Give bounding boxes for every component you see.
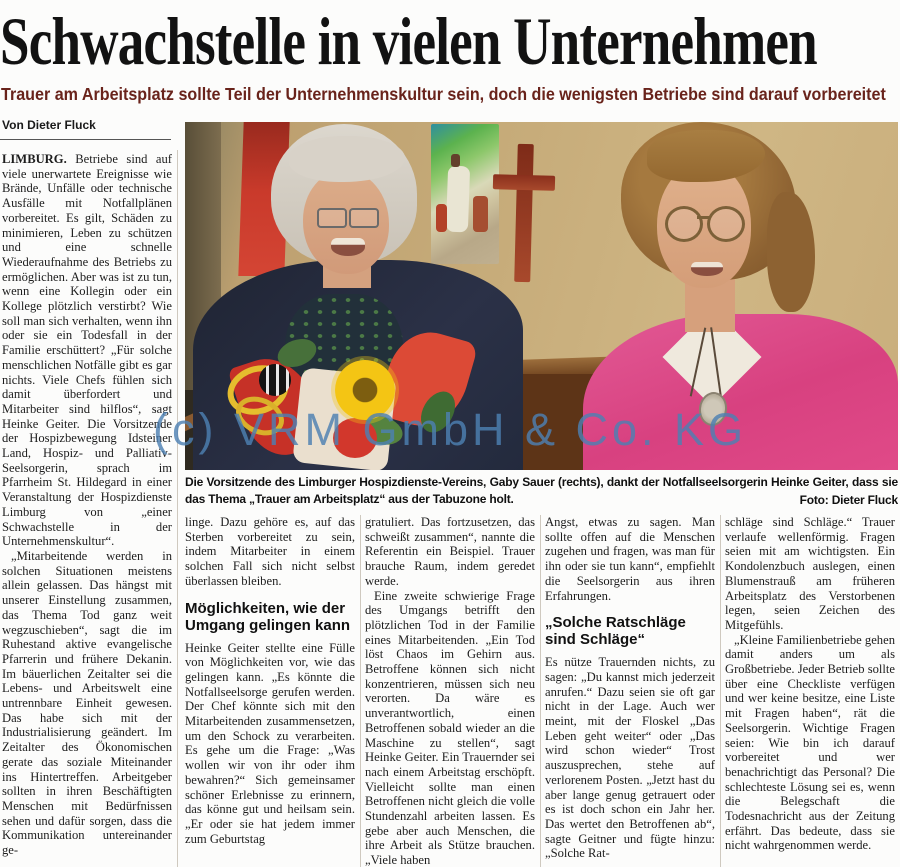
woman-left-smile	[331, 238, 365, 256]
woman-left-glasses-left-lens	[317, 208, 347, 228]
painting-mark	[473, 196, 488, 232]
woman-right-glasses-right-lens	[707, 206, 745, 242]
body-paragraph: „Kleine Familienbetriebe gehen damit anders um als Großbetriebe. Jeder Betrieb sollte über eine Checkliste verfügen und wer keine besitze, eine Liste mit Fragen haben“, rät die Seelsorgerin. Wichtige Fragen seien: Wie bin ich darauf vorbereitet und wer benachrichtigt das Personal? Die schlechteste Lösung sei es, wenn die Belegschaft die Todesnachricht aus der Zeitung erfährt. Das bedeute, dass sie nicht wahrgenommen werde.	[725, 632, 895, 853]
headline: Schwachstelle in vielen Unternehmen	[0, 3, 817, 79]
wall-cross-horizontal	[493, 174, 555, 191]
byline-rule	[0, 139, 171, 140]
body-column-1	[185, 515, 355, 867]
caption-text: Die Vorsitzende des Limburger Hospizdienste-Vereins, Gaby Sauer (rechts), dankt der Notfallseelsorgerin Heinke Geiter, dass sie das Thema „Trauer am Arbeitsplatz“ aus der Tabuzone holt.	[185, 475, 898, 506]
dateline: LIMBURG.	[2, 152, 67, 166]
column-subhead: „Solche Ratschläge sind Schläge“	[545, 614, 686, 649]
woman-right-hair-side	[767, 192, 815, 312]
woman-left-glasses-right-lens	[349, 208, 379, 228]
wall-painting	[431, 124, 499, 264]
column-rule	[360, 515, 361, 867]
body-paragraph: Es nütze Trauernden nichts, zu sagen: „Du kannst mich jederzeit anrufen.“ Dazu seien sie oft gar nicht in der Lage. Auch wer meint, mit der Floskel „Das Leben geht weiter“ oder „Das wird schon wieder“ Trost auszusprechen, stehe auf verlorenem Posten. „Jetzt hast du aber lange genug getrauert oder es ist doch schon ein Jahr her. Das wertet den Betroffenen ab“, sagte Geitner und fügte hinzu: „Solche Rat-	[545, 655, 715, 861]
wall-cross-vertical	[514, 144, 534, 282]
copyright-watermark: (c) VRM GmbH & Co. KG	[153, 404, 748, 455]
woman-right-smile	[691, 262, 723, 276]
painting-mark	[451, 154, 460, 167]
body-paragraph: Heinke Geiter stellte eine Fülle von Möglichkeiten vor, wie das gelingen kann. „Es könnte die Notfallseelsorge gerufen werden. Der Chef könnte sich mit den Mitarbeitenden zusammensetzen, um den Schock zu verarbeiten. Es gehe um die Frage: „Was wollen wir von ihr oder ihm bewahren?“ Sich gemeinsamer schöner Erlebnisse zu erinnern, das könne gut und heilsam sein. „Er oder sie hat jedem immer zum Geburtstag	[185, 640, 355, 846]
body-column-2	[365, 515, 535, 867]
column-rule	[540, 515, 541, 867]
lead-text: Betriebe sind auf viele unerwartete Ereignisse wie Brände, Unfälle oder technische Ausfälle mit Notfallplänen vorbereitet. Es gilt, Schäden zu minimieren, Leben zu schützen und eine schnelle Wiederaufnahme des Betriebs zu ermöglichen. Aber was ist zu tun, wenn eine Kollegin oder ein Kollege plötzlich verstirbt? Wie soll man sich verhalten, wenn ihn oder sie ein Todesfall in der Familie erschüttert? „Für solche menschlichen Notfälle gibt es gar nichts. Viele Chefs fühlen sich damit überfordert und Mitarbeiter sind hilflos“, sagt Heinke Geiter. Die Vorsitzende der Hospizbewegung Idsteiner Land, Hospiz- und Palliativ-Seelsorgerin, sprach im Pfarrheim St. Hildegard in einer Veranstaltung der Hospizdienste Limburg von „einer Schwachstelle in der Unternehmenskultur“.	[2, 152, 172, 549]
column-rule	[720, 515, 721, 867]
body-paragraph: schläge sind Schläge.“ Trauer verlaufe wellenförmig. Fragen seien mit am wichtigsten. Ein Kondolenzbuch auslegen, einen Blumenstrauß am früheren Arbeitsplatz des Verstorbenen legen, seien Zeichen des Mitgefühls.	[725, 515, 895, 632]
subheadline: Trauer am Arbeitsplatz sollte Teil der Unternehmenskultur sein, doch die wenigsten Betriebe sind darauf vorbereitet	[1, 84, 886, 104]
body-column-4	[725, 515, 895, 867]
column-rule	[177, 150, 178, 867]
photo-caption	[185, 474, 898, 510]
painting-figure	[446, 166, 470, 233]
painting-mark	[436, 204, 447, 232]
bouquet-label-badge	[259, 364, 291, 396]
lead-paragraph-2: „Mitarbeitende werden in solchen Situationen meistens allein gelassen. Das hängst mit unserer Einstellung zusammen, das Thema Tod ganz weit wegzuschieben“, sagt die im Ruhestand aktive evangelische Pfarrerin und frühere Dekanin. Im bäuerlichen Zeitalter sei die Lebens- und Arbeitswelt eine untrennbare Einheit gewesen. Das habe sich mit der Industrialisierung geändert. Im Zeitalter des Ökonomischen gerate das soziale Miteinander ins Hintertreffen. Arbeitgeber sollten in ihren Beschäftigten Menschen mit Bedürfnissen sehen und dafür sorgen, dass die Kommunikation untereinander ge-	[2, 548, 172, 858]
body-paragraph: linge. Dazu gehöre es, auf das Sterben vorbereitet zu sein, indem Mitarbeiter in einem solchen Fall sich nicht selbst überlassen bleiben.	[185, 515, 355, 588]
photo-credit: Foto: Dieter Fluck	[794, 492, 898, 509]
body-paragraph: Eine zweite schwierige Frage des Umgangs betrifft den plötzlichen Tod in der Familie eines Mitarbeitenden. „Ein Tod löst Chaos im Gehirn aus. Betroffene können sich nicht konzentrieren, müssen sich neu verorten. Da wäre es unverantwortlich, einen Betroffenen sobald wieder an die Maschine zu stellen“, sagt Heinke Geiter. Ein Trauernder sei nach einem Arbeitstag erschöpft. Vielleicht sollte man einen Betroffenen nicht gleich die volle Stundenzahl arbeiten lassen. Es gebe aber auch Menschen, die ihre Arbeit als Stütze brauchen. „Viele haben	[365, 588, 535, 867]
column-subhead: Möglichkeiten, wie der Umgang gelingen kann	[185, 599, 351, 634]
lead-paragraph	[2, 152, 172, 549]
lead-column	[2, 152, 172, 865]
woman-right-glasses-left-lens	[665, 206, 703, 242]
woman-right-glasses-bridge	[697, 216, 709, 219]
body-paragraph: gratuliert. Das fortzusetzen, das schweißt zusammen“, nannte die Referentin ein Beispiel. Trauer brauche Raum, indem geredet werde.	[365, 515, 535, 588]
body-column-3	[545, 515, 715, 867]
byline: Von Dieter Fluck	[2, 118, 96, 132]
body-paragraph: Angst, etwas zu sagen. Man sollte offen auf die Menschen zugehen und fragen, was man für ihn oder sie tun kann“, empfiehlt die Seelsorgerin aus ihren Erfahrungen.	[545, 515, 715, 603]
